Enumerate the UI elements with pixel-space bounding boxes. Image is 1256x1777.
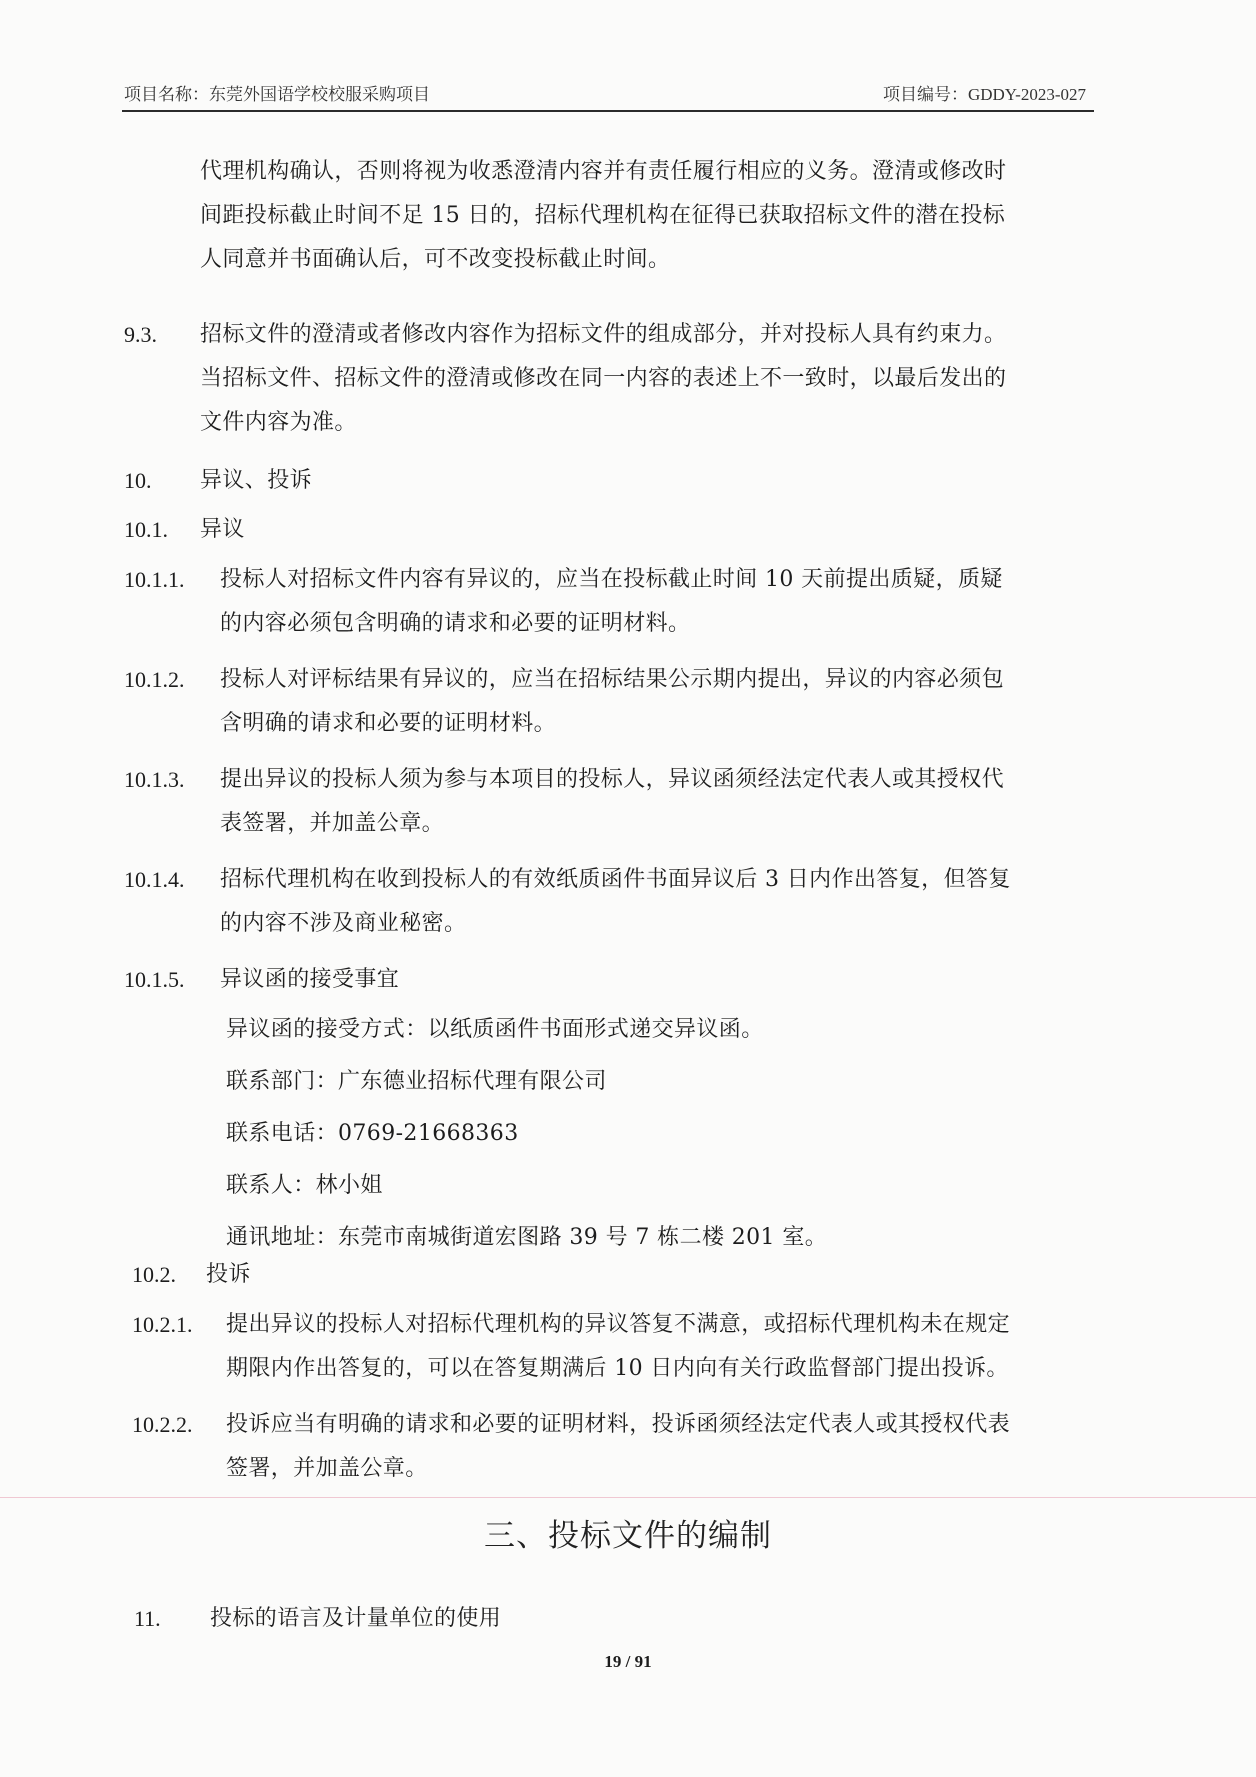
clause-11-heading: 投标的语言及计量单位的使用 <box>210 1606 502 1631</box>
clause-10-1-4-text <box>220 858 1011 946</box>
clause-10-1-1-text <box>220 558 1003 646</box>
contact-address: 通讯地址：东莞市南城街道宏图路 39 号 7 栋二楼 201 室。 <box>226 1225 828 1250</box>
header-project-code: 项目编号：GDDY-2023-027 <box>882 85 1086 104</box>
clause-10-1-5-heading: 异议函的接受事宜 <box>220 967 400 992</box>
text-line: 人同意并书面确认后，可不改变投标截止时间。 <box>200 247 671 272</box>
scan-line <box>0 1497 1256 1498</box>
header-project-name: 项目名称：东莞外国语学校校服采购项目 <box>124 85 430 105</box>
clause-number-10-1-3: 10.1.3. <box>124 767 185 792</box>
clause-9-3-text <box>200 313 1006 445</box>
clause-number-10: 10. <box>124 468 152 493</box>
contact-block <box>226 1004 827 1264</box>
page-number: 19 / 91 <box>604 1652 652 1671</box>
contact-department: 联系部门：广东德业招标代理有限公司 <box>226 1069 607 1094</box>
clause-number-10-1-5: 10.1.5. <box>124 967 185 992</box>
clause-number-10-1-1: 10.1.1. <box>124 567 185 592</box>
text-line: 含明确的请求和必要的证明材料。 <box>220 711 557 736</box>
clause-10-1-heading: 异议 <box>200 517 245 542</box>
text-line: 签署，并加盖公章。 <box>226 1456 428 1481</box>
clause-number-10-1-2: 10.1.2. <box>124 667 185 692</box>
clause-10-1-2-text <box>220 658 1004 746</box>
continuation-paragraph <box>200 150 1006 282</box>
clause-10-heading: 异议、投诉 <box>200 468 313 493</box>
text-line: 表签署，并加盖公章。 <box>220 811 445 836</box>
text-line: 文件内容为准。 <box>200 410 357 435</box>
clause-number-10-2-1: 10.2.1. <box>132 1312 193 1337</box>
clause-10-2-2-text <box>226 1403 1010 1491</box>
contact-method: 异议函的接受方式：以纸质函件书面形式递交异议函。 <box>226 1017 764 1042</box>
text-line: 的内容不涉及商业秘密。 <box>220 911 467 936</box>
text-line: 间距投标截止时间不足 15 日的，招标代理机构在征得已获取招标文件的潜在投标 <box>200 203 1006 228</box>
text-line: 招标文件的澄清或者修改内容作为招标文件的组成部分，并对投标人具有约束力。 <box>200 322 1007 347</box>
contact-person: 联系人：林小姐 <box>226 1173 383 1198</box>
clause-number-10-2-2: 10.2.2. <box>132 1412 193 1437</box>
text-line: 当招标文件、招标文件的澄清或修改在同一内容的表述上不一致时，以最后发出的 <box>200 366 1007 391</box>
text-line: 代理机构确认，否则将视为收悉澄清内容并有责任履行相应的义务。澄清或修改时 <box>200 159 1007 184</box>
header-divider <box>122 110 1094 112</box>
text-line: 投标人对招标文件内容有异议的，应当在投标截止时间 10 天前提出质疑，质疑 <box>220 567 1003 592</box>
text-line: 期限内作出答复的，可以在答复期满后 10 日内向有关行政监督部门提出投诉。 <box>226 1356 1009 1381</box>
clause-10-1-3-text <box>220 758 1004 846</box>
contact-phone: 联系电话：0769-21668363 <box>226 1121 519 1146</box>
text-line: 的内容必须包含明确的请求和必要的证明材料。 <box>220 611 691 636</box>
clause-number-11: 11. <box>134 1606 161 1631</box>
clause-number-10-1: 10.1. <box>124 517 168 542</box>
text-line: 提出异议的投标人对招标代理机构的异议答复不满意，或招标代理机构未在规定 <box>226 1312 1011 1337</box>
text-line: 投标人对评标结果有异议的，应当在招标结果公示期内提出，异议的内容必须包 <box>220 667 1005 692</box>
section-title: 三、投标文件的编制 <box>484 1518 772 1554</box>
text-line: 提出异议的投标人须为参与本项目的投标人，异议函须经法定代表人或其授权代 <box>220 767 1005 792</box>
clause-number-10-2: 10.2. <box>132 1262 176 1287</box>
text-line: 招标代理机构在收到投标人的有效纸质函件书面异议后 3 日内作出答复，但答复 <box>220 867 1011 892</box>
clause-number-10-1-4: 10.1.4. <box>124 867 185 892</box>
text-line: 投诉应当有明确的请求和必要的证明材料，投诉函须经法定代表人或其授权代表 <box>226 1412 1011 1437</box>
clause-number-9-3: 9.3. <box>124 322 157 347</box>
clause-10-2-1-text <box>226 1303 1010 1391</box>
clause-10-2-heading: 投诉 <box>206 1262 251 1287</box>
